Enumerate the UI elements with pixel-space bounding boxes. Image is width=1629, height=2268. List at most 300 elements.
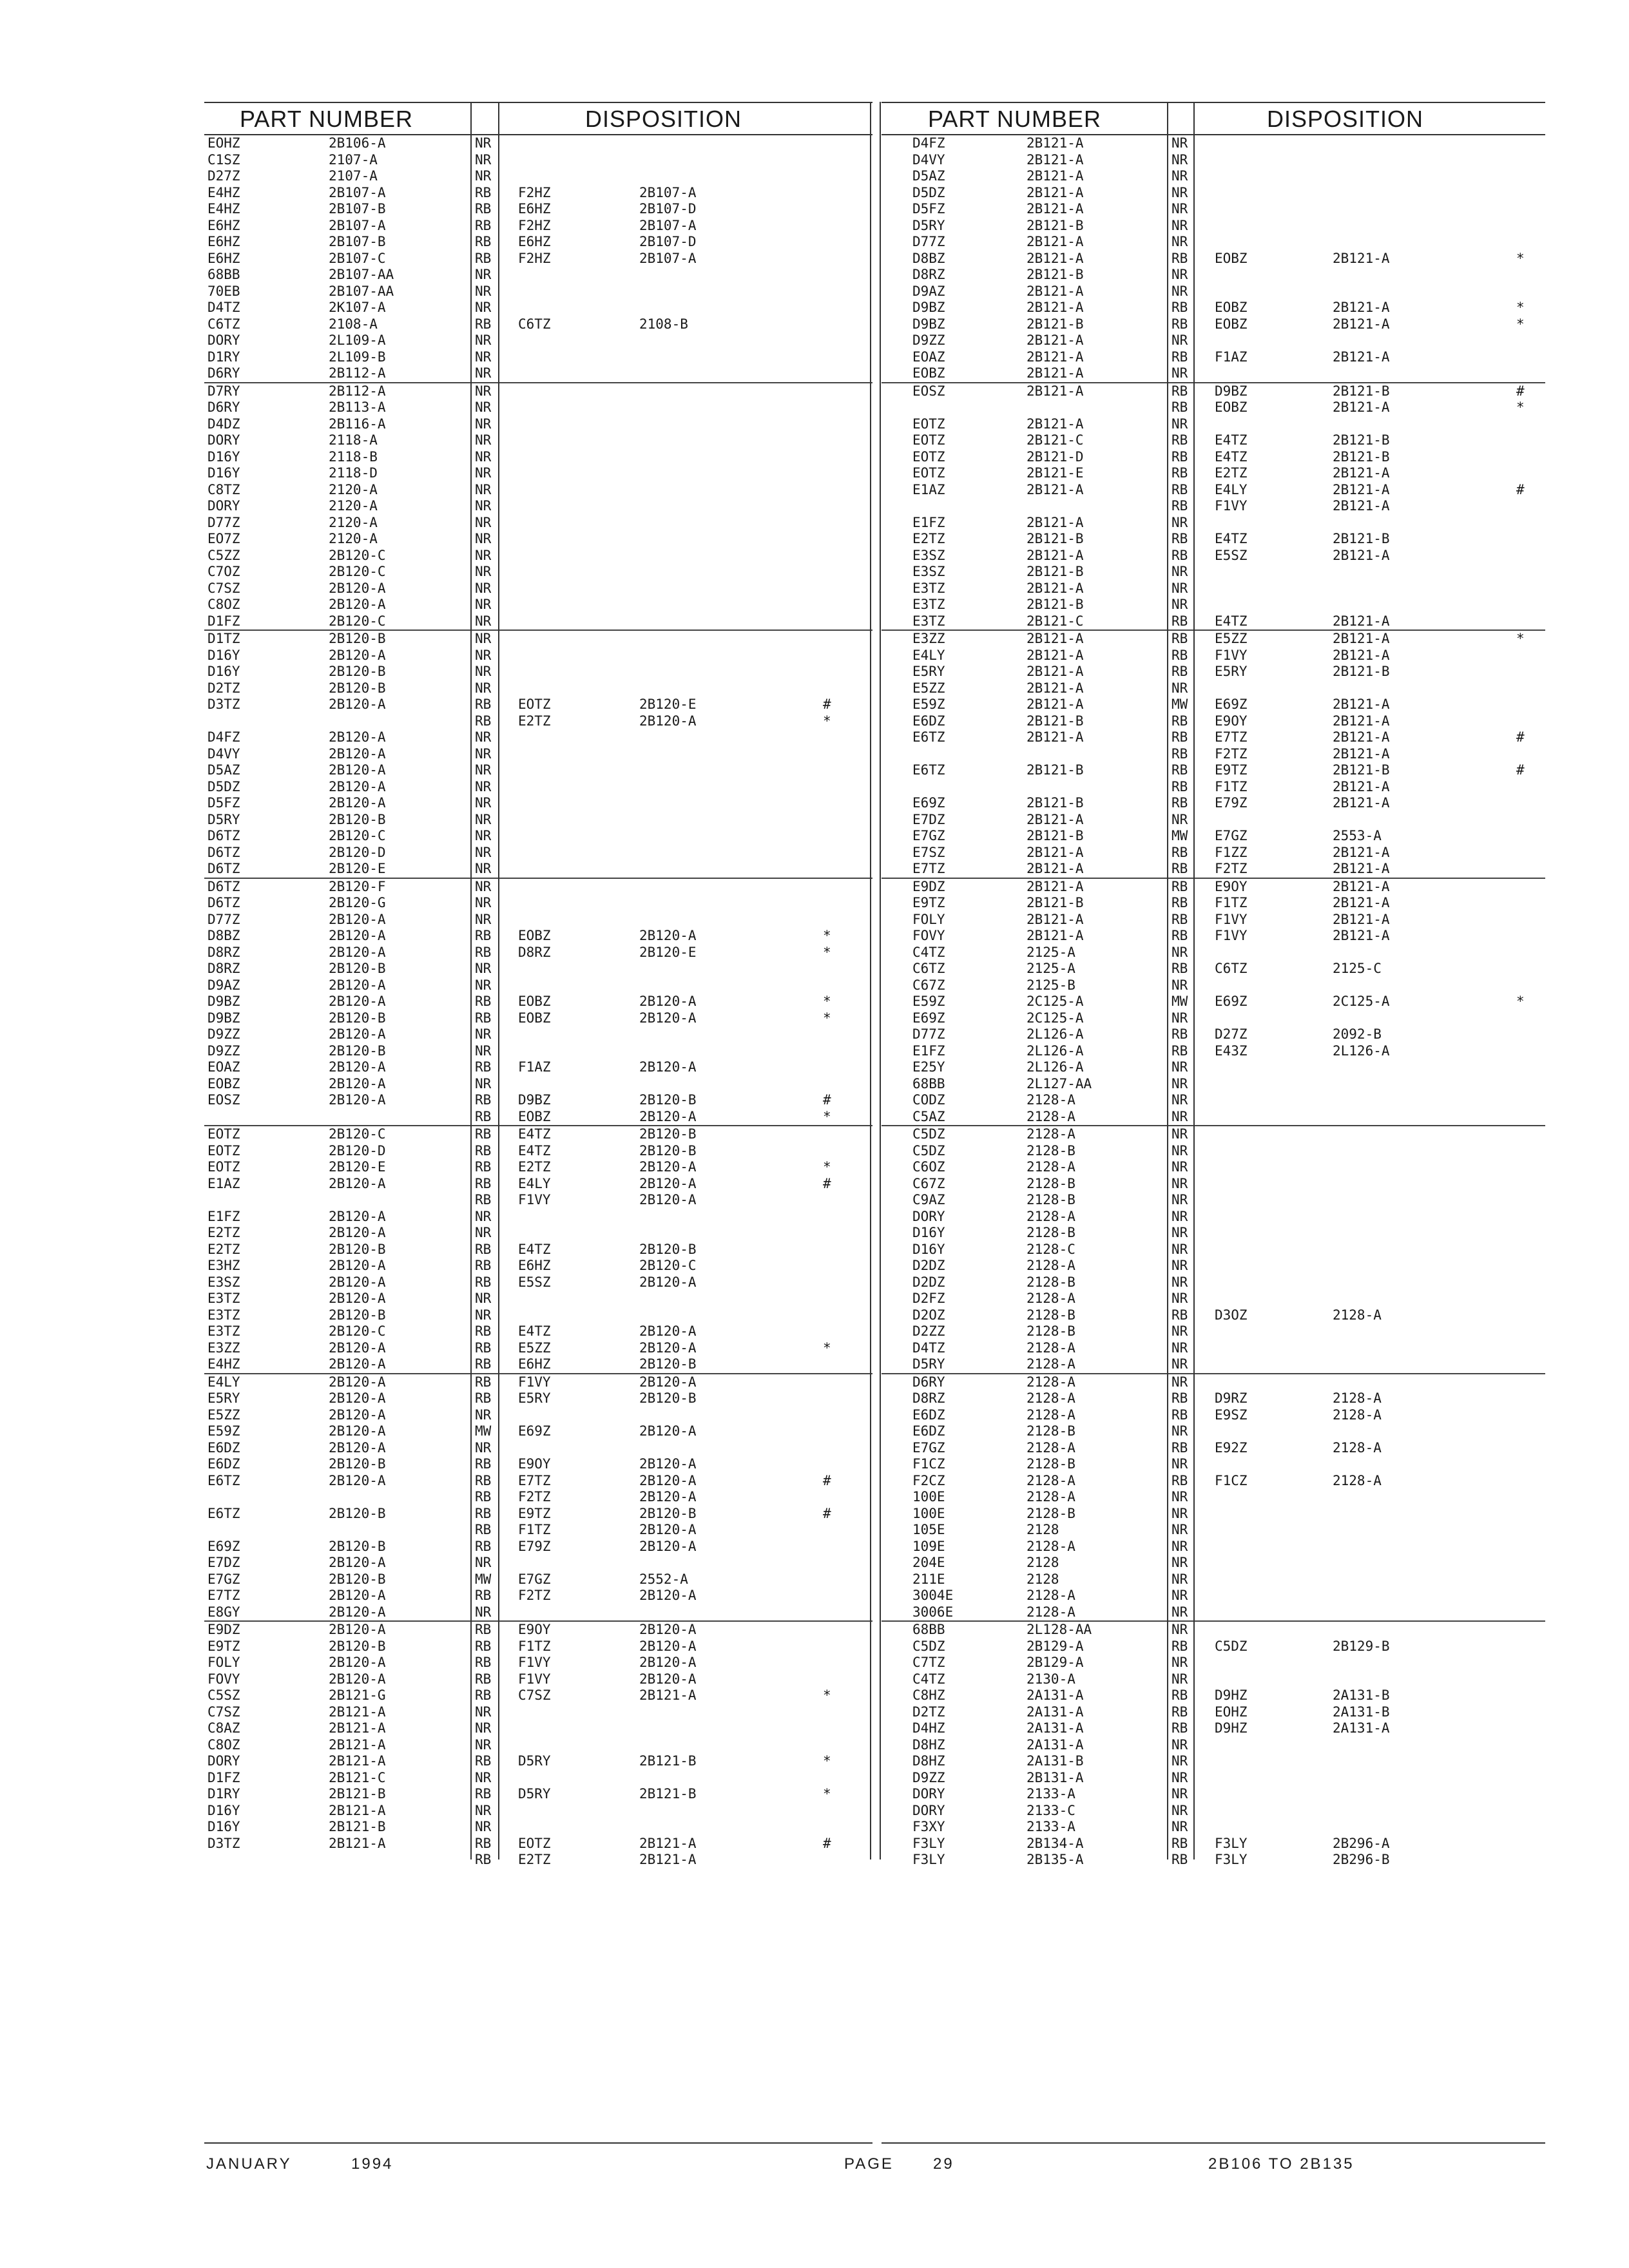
cell-number: 2B121-A <box>1027 580 1084 596</box>
cell-number: 2B121-G <box>329 1687 386 1703</box>
cell-code: NR <box>1171 1108 1188 1124</box>
table-row <box>204 1159 872 1176</box>
table-row <box>204 1043 872 1060</box>
table-row <box>204 861 872 878</box>
cell-number: 2B120-A <box>329 1075 386 1091</box>
cell-code: RB <box>475 1390 492 1406</box>
cell-number: 2B121-D <box>1027 448 1084 465</box>
cell-number: 2B120-B <box>329 1571 386 1587</box>
cell-code: RB <box>475 250 492 266</box>
cell-code: NR <box>475 961 492 976</box>
cell-ref: E5SZ <box>1215 547 1248 563</box>
cell-code: NR <box>475 597 492 612</box>
cell-code: NR <box>1171 514 1188 530</box>
cell-code: NR <box>1171 811 1188 827</box>
footer-rule-left <box>204 2142 872 2144</box>
table-row <box>204 267 872 284</box>
cell-code: RB <box>1171 498 1188 514</box>
cell-repl: 2553-A <box>1333 828 1382 843</box>
cell-repl: 2128-A <box>1333 1472 1382 1488</box>
cell-part: DORY <box>912 1786 945 1802</box>
cell-code: RB <box>1171 961 1188 976</box>
cell-number: 2B120-A <box>329 994 386 1009</box>
cell-number: 2130-A <box>1027 1671 1075 1687</box>
cell-code: RB <box>1171 349 1188 365</box>
table-row <box>204 1489 872 1506</box>
table-row <box>204 365 872 382</box>
cell-part: D9ZZ <box>912 1769 945 1785</box>
cell-number: 2B121-A <box>1027 234 1084 249</box>
table-row <box>882 1687 1545 1704</box>
cell-code: NR <box>1171 1423 1188 1439</box>
cell-part: EOTZ <box>912 416 945 432</box>
cell-repl: 2B120-C <box>639 1258 697 1273</box>
cell-ref: EOTZ <box>518 1835 551 1851</box>
cell-number: 2B120-B <box>329 1505 386 1521</box>
cell-code: RB <box>475 1274 492 1290</box>
cell-ref: E4TZ <box>518 1126 551 1142</box>
table-row <box>882 201 1545 218</box>
table-row <box>204 1770 872 1787</box>
cell-ref: E4TZ <box>518 1323 551 1339</box>
cell-part: E9DZ <box>207 1622 240 1637</box>
cell-ref: F1VY <box>1215 647 1248 663</box>
table-row <box>882 1506 1545 1523</box>
cell-part: EOAZ <box>207 1059 240 1075</box>
table-row <box>882 1786 1545 1803</box>
table-row <box>882 1852 1545 1869</box>
cell-code: RB <box>1171 481 1188 497</box>
cell-code: RB <box>475 1126 492 1142</box>
table-row <box>882 152 1545 169</box>
cell-code: RB <box>475 184 492 200</box>
cell-repl: 2B121-A <box>1333 928 1390 943</box>
table-row <box>882 284 1545 300</box>
cell-number: 2118-D <box>329 465 378 481</box>
cell-ref: C6TZ <box>518 316 551 332</box>
cell-code: RB <box>1171 1390 1188 1406</box>
cell-repl: 2B120-B <box>639 1390 697 1406</box>
table-row <box>204 1356 872 1373</box>
cell-number: 2B107-A <box>329 217 386 233</box>
cell-number: 2B120-B <box>329 680 386 696</box>
cell-ref: F1VY <box>518 1374 551 1390</box>
cell-number: 2B120-A <box>329 1208 386 1224</box>
table-row <box>882 332 1545 349</box>
table-row <box>882 1242 1545 1258</box>
cell-ref: EOBZ <box>1215 316 1248 332</box>
cell-repl: 2B296-A <box>1333 1835 1390 1851</box>
cell-number: 2B120-A <box>329 1604 386 1620</box>
cell-part: E7DZ <box>207 1555 240 1570</box>
table-row <box>882 432 1545 449</box>
cell-number: 2B129-A <box>1027 1655 1084 1670</box>
table-row <box>882 828 1545 845</box>
cell-ref: C6TZ <box>1215 961 1248 976</box>
cell-part: E6HZ <box>207 217 240 233</box>
cell-ref: E9TZ <box>518 1505 551 1521</box>
table-row <box>882 1639 1545 1655</box>
table-row <box>204 349 872 366</box>
cell-code: NR <box>475 547 492 563</box>
table-row <box>204 152 872 169</box>
cell-ref: E9SZ <box>1215 1407 1248 1423</box>
table-row <box>204 1274 872 1291</box>
cell-ref: E7TZ <box>518 1472 551 1488</box>
table-row <box>882 697 1545 713</box>
cell-repl: 2B121-A <box>1333 795 1390 811</box>
cell-part: E3SZ <box>207 1274 240 1290</box>
cell-part: DORY <box>207 1753 240 1769</box>
table-row <box>882 1489 1545 1506</box>
table-row <box>882 1423 1545 1440</box>
cell-number: 2B120-A <box>329 1225 386 1240</box>
cell-mark: * <box>823 1786 831 1802</box>
cell-ref: F2TZ <box>1215 745 1248 762</box>
cell-part: C4TZ <box>912 1671 945 1687</box>
cell-part: E9TZ <box>207 1638 240 1654</box>
cell-part: EOSZ <box>207 1092 240 1108</box>
cell-repl: 2125-C <box>1333 961 1382 976</box>
cell-number: 2B121-C <box>329 1769 386 1785</box>
cell-part: 100E <box>912 1489 945 1504</box>
cell-ref: EOBZ <box>1215 399 1248 415</box>
cell-mark: * <box>823 994 831 1009</box>
table-row <box>882 713 1545 730</box>
cell-repl: 2B121-A <box>1333 547 1390 563</box>
cell-part: E8GY <box>207 1604 240 1620</box>
cell-code: RB <box>475 1142 492 1158</box>
cell-number: 2120-A <box>329 481 378 497</box>
cell-part: C8HZ <box>912 1687 945 1703</box>
cell-part: C8AZ <box>207 1720 240 1736</box>
cell-repl: 2B120-A <box>639 1638 697 1654</box>
cell-code: RB <box>1171 547 1188 563</box>
table-row <box>882 300 1545 316</box>
cell-number: 2107-A <box>329 151 378 168</box>
cell-repl: 2B121-B <box>639 1786 697 1802</box>
cell-part: E9DZ <box>912 878 945 894</box>
cell-mark: * <box>1516 316 1525 332</box>
cell-repl: 2B121-A <box>1333 895 1390 910</box>
cell-ref: E7GZ <box>1215 828 1248 843</box>
cell-part: E7GZ <box>207 1571 240 1587</box>
table-row <box>204 1588 872 1604</box>
cell-part: FOLY <box>912 911 945 927</box>
table-row <box>882 912 1545 928</box>
cell-repl: 2B120-E <box>639 944 697 960</box>
column-divider <box>870 102 871 1860</box>
cell-number: 2B120-A <box>329 1472 386 1488</box>
cell-code: NR <box>1171 1126 1188 1142</box>
cell-number: 2128-B <box>1027 1175 1075 1191</box>
table-row <box>882 1753 1545 1770</box>
cell-number: 2125-B <box>1027 977 1075 993</box>
cell-code: MW <box>475 1571 492 1587</box>
cell-number: 2B121-A <box>1027 514 1084 530</box>
table-row <box>882 1307 1545 1324</box>
cell-number: 2128 <box>1027 1555 1059 1570</box>
table-row <box>882 613 1545 630</box>
table-row <box>882 1770 1545 1787</box>
cell-mark: * <box>823 1687 831 1703</box>
table-row <box>882 1440 1545 1457</box>
cell-code: NR <box>1171 1571 1188 1587</box>
table-row <box>882 1026 1545 1043</box>
cell-repl: 2B107-A <box>639 184 697 200</box>
table-row <box>882 1588 1545 1604</box>
cell-mark: * <box>1516 300 1525 315</box>
cell-ref: E2TZ <box>1215 465 1248 481</box>
cell-number: 2B120-C <box>329 1323 386 1339</box>
table-row <box>882 515 1545 532</box>
cell-number: 2128-A <box>1027 1258 1075 1273</box>
cell-mark: # <box>1516 383 1525 399</box>
table-row <box>882 1407 1545 1424</box>
table-row <box>882 1720 1545 1737</box>
cell-number: 2128-A <box>1027 1126 1075 1142</box>
cell-code: NR <box>475 977 492 993</box>
cell-code: RB <box>1171 316 1188 332</box>
right-parts-table <box>882 135 1545 1869</box>
table-row <box>204 1209 872 1225</box>
cell-code: NR <box>1171 1142 1188 1158</box>
cell-code: NR <box>1171 1059 1188 1075</box>
table-row <box>882 1555 1545 1571</box>
cell-number: 2B121-A <box>1027 416 1084 432</box>
cell-part: E3SZ <box>912 547 945 563</box>
table-row <box>882 1159 1545 1176</box>
table-row <box>882 498 1545 515</box>
cell-part: D6TZ <box>207 861 240 876</box>
cell-number: 2125-A <box>1027 961 1075 976</box>
cell-part: D6TZ <box>207 828 240 843</box>
cell-part: 3006E <box>912 1604 954 1620</box>
cell-ref: F3LY <box>1215 1835 1248 1851</box>
cell-number: 2128-A <box>1027 1208 1075 1224</box>
cell-code: NR <box>475 1769 492 1785</box>
cell-part: D6TZ <box>207 844 240 860</box>
table-row <box>204 1836 872 1852</box>
cell-part: EOTZ <box>912 448 945 465</box>
cell-number: 2128-A <box>1027 1356 1075 1372</box>
cell-ref: E6HZ <box>518 201 551 216</box>
cell-code: NR <box>475 647 492 663</box>
cell-part: C7TZ <box>912 1655 945 1670</box>
table-row <box>882 531 1545 548</box>
table-row <box>204 795 872 812</box>
cell-repl: 2B120-A <box>639 1274 697 1290</box>
cell-part: E6TZ <box>912 762 945 778</box>
cell-mark: * <box>1516 994 1525 1009</box>
cell-code: RB <box>1171 631 1188 646</box>
cell-ref: EOBZ <box>518 1108 551 1124</box>
cell-ref: E5RY <box>1215 664 1248 679</box>
cell-ref: F1VY <box>1215 928 1248 943</box>
table-row <box>882 564 1545 581</box>
cell-code: RB <box>475 1489 492 1504</box>
cell-number: 2B121-A <box>1027 861 1084 876</box>
cell-number: 2B120-A <box>329 1175 386 1191</box>
cell-part: E1FZ <box>912 1043 945 1059</box>
cell-code: NR <box>1171 1175 1188 1191</box>
table-row <box>882 729 1545 746</box>
cell-number: 2B120-A <box>329 1026 386 1042</box>
cell-number: 2B121-A <box>1027 481 1084 497</box>
cell-number: 2B120-B <box>329 1010 386 1026</box>
table-row <box>204 1440 872 1457</box>
cell-part: D8RZ <box>207 944 240 960</box>
cell-code: NR <box>1171 1505 1188 1521</box>
cell-repl: 2B120-A <box>639 1374 697 1390</box>
cell-part: C67Z <box>912 1175 945 1191</box>
cell-number: 2B121-A <box>1027 283 1084 299</box>
cell-number: 2L128-AA <box>1027 1622 1092 1637</box>
cell-ref: F2TZ <box>518 1489 551 1504</box>
cell-code: NR <box>1171 267 1188 282</box>
cell-part: D5RY <box>912 217 945 233</box>
cell-repl: 2B121-A <box>1333 300 1390 315</box>
cell-code: NR <box>475 1555 492 1570</box>
cell-part: D4HZ <box>912 1720 945 1736</box>
cell-part: E2TZ <box>207 1241 240 1257</box>
cell-number: 2B121-A <box>1027 811 1084 827</box>
cell-part: E69Z <box>912 1010 945 1026</box>
cell-ref: F2HZ <box>518 250 551 266</box>
cell-number: 2B107-B <box>329 234 386 249</box>
cell-repl: 2B121-A <box>1333 631 1390 646</box>
cell-number: 2128 <box>1027 1522 1059 1537</box>
table-row <box>204 1373 872 1391</box>
table-row <box>204 697 872 713</box>
cell-number: 2B120-C <box>329 613 386 629</box>
cell-ref: E4TZ <box>1215 448 1248 465</box>
cell-code: RB <box>475 1522 492 1537</box>
cell-code: RB <box>1171 1043 1188 1059</box>
cell-number: 2128-A <box>1027 1159 1075 1175</box>
cell-mark: # <box>823 1092 831 1108</box>
cell-repl: 2B120-A <box>639 1059 697 1075</box>
cell-repl: 2B120-A <box>639 1655 697 1670</box>
cell-part: E4LY <box>207 1374 240 1390</box>
cell-part: D3TZ <box>207 697 240 712</box>
cell-part: E59Z <box>207 1423 240 1439</box>
table-row <box>204 1852 872 1869</box>
cell-code: NR <box>1171 1522 1188 1537</box>
cell-code: NR <box>1171 201 1188 216</box>
cell-mark: * <box>1516 631 1525 646</box>
cell-code: MW <box>1171 828 1188 843</box>
table-row <box>882 168 1545 185</box>
cell-number: 2B121-A <box>329 1720 386 1736</box>
cell-part: 204E <box>912 1555 945 1570</box>
cell-part: C5DZ <box>912 1126 945 1142</box>
cell-repl: 2B107-D <box>639 234 697 249</box>
cell-part: DORY <box>912 1208 945 1224</box>
cell-ref: E69Z <box>1215 994 1248 1009</box>
cell-part: E1FZ <box>207 1208 240 1224</box>
table-row <box>882 1604 1545 1621</box>
cell-part: E3ZZ <box>207 1340 240 1356</box>
cell-ref: E4LY <box>518 1175 551 1191</box>
table-row <box>204 1407 872 1424</box>
cell-part: C5ZZ <box>207 547 240 563</box>
cell-code: NR <box>1171 135 1188 151</box>
cell-repl: 2B121-A <box>1333 399 1390 415</box>
cell-number: 2B121-A <box>1027 300 1084 315</box>
cell-number: 2B120-A <box>329 1291 386 1306</box>
cell-mark: # <box>1516 729 1525 745</box>
cell-repl: 2B120-A <box>639 713 697 729</box>
table-row <box>882 267 1545 284</box>
cell-repl: 2B121-A <box>1333 613 1390 629</box>
table-row <box>204 1720 872 1737</box>
cell-part: 100E <box>912 1505 945 1521</box>
cell-code: NR <box>1171 1489 1188 1504</box>
cell-code: NR <box>1171 1753 1188 1769</box>
cell-code: NR <box>475 531 492 546</box>
cell-repl: 2B121-A <box>639 1852 697 1867</box>
cell-code: NR <box>1171 597 1188 612</box>
table-row <box>204 977 872 994</box>
right-header <box>882 102 1545 135</box>
table-row <box>882 845 1545 861</box>
cell-number: 2B120-A <box>329 928 386 943</box>
cell-number: 2L126-A <box>1027 1026 1084 1042</box>
cell-ref: E4LY <box>1215 481 1248 497</box>
cell-part: E5RY <box>207 1390 240 1406</box>
cell-repl: 2B121-A <box>1333 481 1390 497</box>
cell-number: 2B120-A <box>329 944 386 960</box>
cell-repl: 2B120-A <box>639 1671 697 1687</box>
cell-part: EOSZ <box>912 383 945 399</box>
cell-ref: E6HZ <box>518 1356 551 1372</box>
cell-part: D2OZ <box>912 1307 945 1323</box>
left-column <box>204 102 872 1869</box>
cell-number: 2120-A <box>329 514 378 530</box>
cell-number: 2B121-A <box>1027 365 1084 381</box>
table-row <box>882 1340 1545 1357</box>
cell-number: 2133-A <box>1027 1819 1075 1834</box>
cell-code: MW <box>475 1423 492 1439</box>
table-row <box>204 895 872 912</box>
cell-mark: # <box>1516 481 1525 497</box>
table-row <box>882 1819 1545 1836</box>
cell-ref: F1TZ <box>1215 895 1248 910</box>
table-row <box>204 416 872 433</box>
table-row <box>204 316 872 333</box>
cell-part: D16Y <box>207 1819 240 1834</box>
cell-part: D7RY <box>207 383 240 399</box>
cell-number: 2128-A <box>1027 1604 1075 1620</box>
cell-number: 2A131-A <box>1027 1720 1084 1736</box>
table-row <box>882 795 1545 812</box>
table-row <box>882 1274 1545 1291</box>
cell-part: F3LY <box>912 1835 945 1851</box>
cell-part: F3LY <box>912 1852 945 1867</box>
cell-code: RB <box>475 1258 492 1273</box>
cell-code: NR <box>475 267 492 282</box>
cell-code: RB <box>475 1010 492 1026</box>
cell-code: NR <box>1171 1622 1188 1637</box>
cell-part: D9BZ <box>207 1010 240 1026</box>
cell-part: D9ZZ <box>207 1026 240 1042</box>
cell-number: 2133-C <box>1027 1802 1075 1818</box>
cell-code: NR <box>475 514 492 530</box>
cell-ref: F3LY <box>1215 1852 1248 1867</box>
table-row <box>882 1456 1545 1473</box>
table-row <box>882 1225 1545 1242</box>
